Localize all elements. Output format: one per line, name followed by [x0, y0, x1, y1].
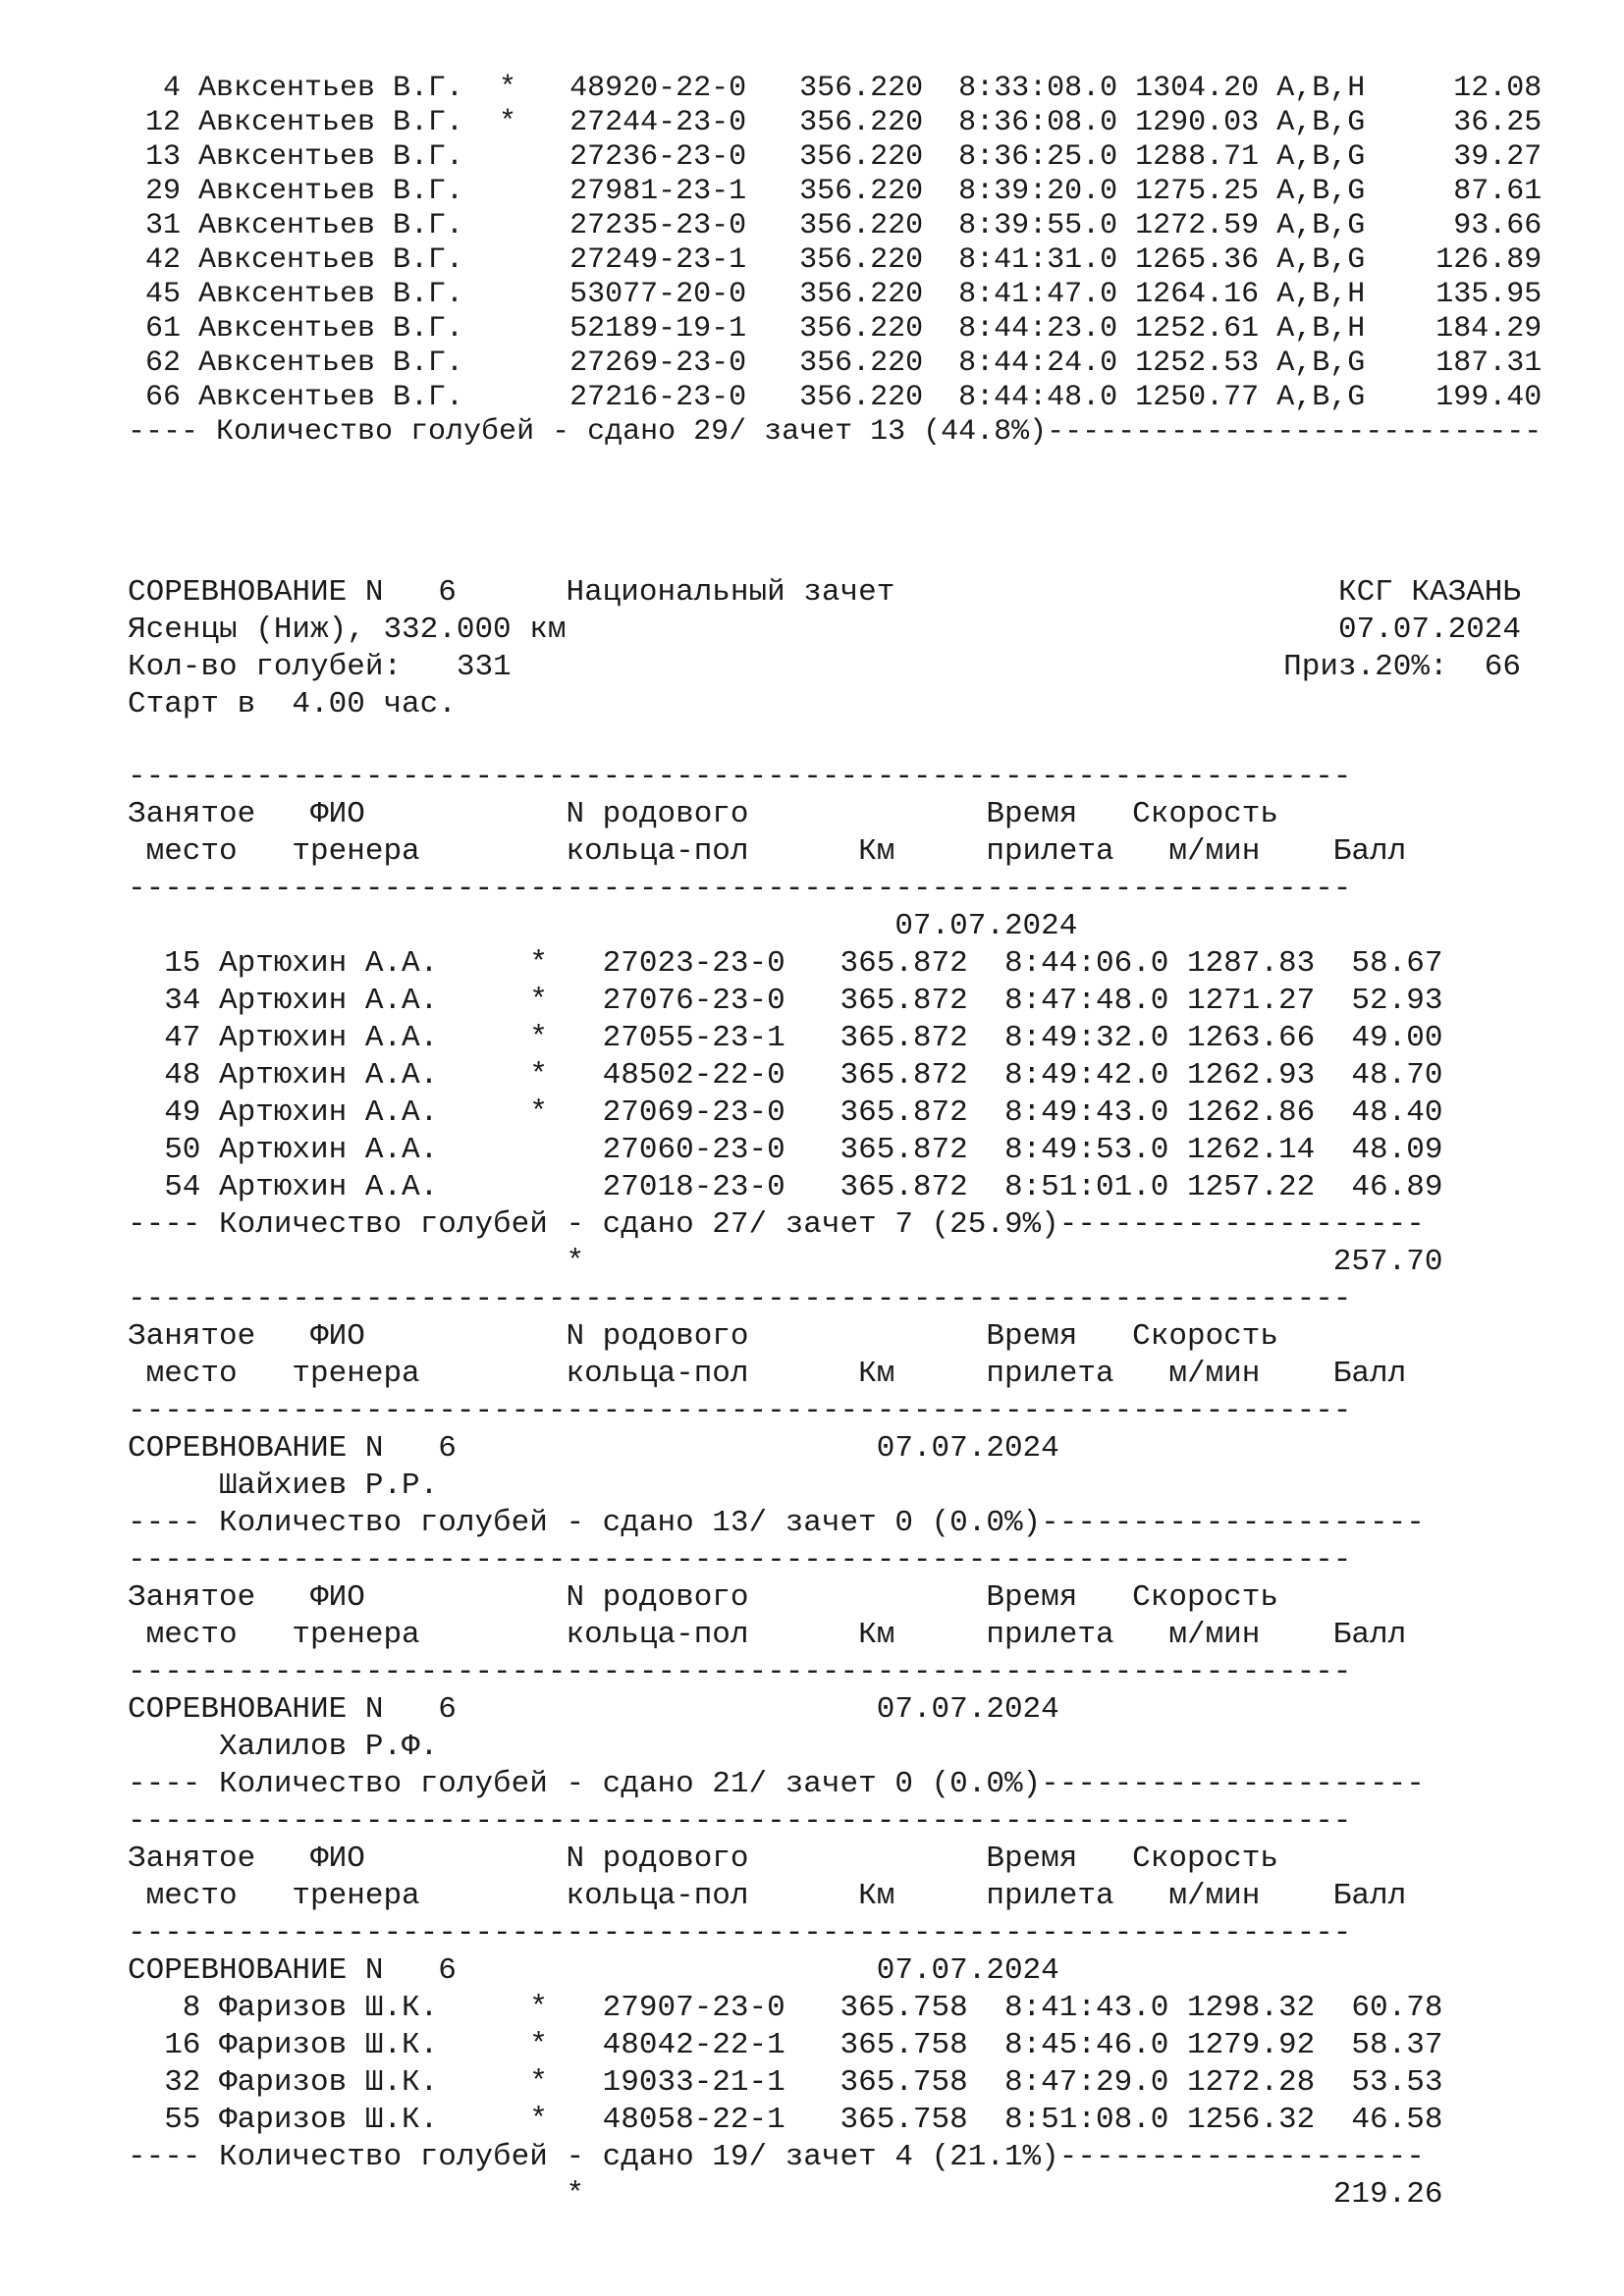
result-row: 29 Авксентьев В.Г. 27981-23-1 356.220 8:39:20.0 1275.25 A,B,G 87.61	[128, 175, 1543, 208]
result-row: 15 Артюхин А.А. * 27023-23-0 365.872 8:44:06.0 1287.83 58.67	[128, 946, 1443, 981]
section-title: СОРЕВНОВАНИЕ N 6 07.07.2024	[128, 1953, 1059, 1988]
trainer-name: Халилов Р.Ф.	[128, 1730, 439, 1764]
prize-info: Приз.20%: 66	[1283, 650, 1521, 684]
table-header-line2: место тренера кольца-пол Км прилета м/мин Балл	[128, 1357, 1407, 1391]
club-name: КСГ КАЗАНЬ	[1337, 575, 1521, 610]
table-header-line2: место тренера кольца-пол Км прилета м/мин Балл	[128, 1879, 1407, 1913]
total-line: * 219.26	[128, 2177, 1443, 2212]
divider: -------------------------------------------------------------------	[128, 760, 1352, 794]
release-point: Ясенцы (Ниж), 332.000 км	[128, 613, 567, 647]
result-row: 13 Авксентьев В.Г. 27236-23-0 356.220 8:36:25.0 1288.71 A,B,G 39.27	[128, 140, 1543, 174]
table-header-line2: место тренера кольца-пол Км прилета м/мин Балл	[128, 1618, 1407, 1652]
summary-line: ---- Количество голубей - сдано 29/ зачет 13 (44.8%)----------------------------	[128, 415, 1543, 449]
summary-line: ---- Количество голубей - сдано 19/ зачет 4 (21.1%)--------------------	[128, 2140, 1425, 2174]
section-date: 07.07.2024	[128, 909, 1078, 943]
divider: -------------------------------------------------------------------	[128, 1282, 1352, 1316]
result-row: 8 Фаризов Ш.К. * 27907-23-0 365.758 8:41:43.0 1298.32 60.78	[128, 1991, 1443, 2025]
divider: -------------------------------------------------------------------	[128, 1655, 1352, 1689]
start-time: Старт в 4.00 час.	[128, 687, 457, 721]
result-row: 42 Авксентьев В.Г. 27249-23-1 356.220 8:41:31.0 1265.36 A,B,G 126.89	[128, 243, 1543, 277]
summary-line: ---- Количество голубей - сдано 21/ зачет 0 (0.0%)---------------------	[128, 1767, 1425, 1801]
divider: -------------------------------------------------------------------	[128, 1394, 1352, 1428]
result-row: 47 Артюхин А.А. * 27055-23-1 365.872 8:49:32.0 1263.66 49.00	[128, 1021, 1443, 1055]
result-row: 16 Фаризов Ш.К. * 48042-22-1 365.758 8:45:46.0 1279.92 58.37	[128, 2028, 1443, 2062]
result-row: 4 Авксентьев В.Г. * 48920-22-0 356.220 8:33:08.0 1304.20 A,B,H 12.08	[128, 72, 1543, 105]
result-row: 62 Авксентьев В.Г. 27269-23-0 356.220 8:44:24.0 1252.53 A,B,G 187.31	[128, 347, 1543, 380]
result-row: 32 Фаризов Ш.К. * 19033-21-1 365.758 8:47:29.0 1272.28 53.53	[128, 2065, 1443, 2100]
result-row: 54 Артюхин А.А. 27018-23-0 365.872 8:51:01.0 1257.22 46.89	[128, 1170, 1443, 1204]
section-title: СОРЕВНОВАНИЕ N 6 07.07.2024	[128, 1692, 1059, 1727]
summary-line: ---- Количество голубей - сдано 13/ зачет 0 (0.0%)---------------------	[128, 1506, 1425, 1540]
divider: -------------------------------------------------------------------	[128, 1916, 1352, 1950]
result-row: 50 Артюхин А.А. 27060-23-0 365.872 8:49:53.0 1262.14 48.09	[128, 1133, 1443, 1167]
divider: -------------------------------------------------------------------	[128, 1804, 1352, 1839]
result-row: 34 Артюхин А.А. * 27076-23-0 365.872 8:47:48.0 1271.27 52.93	[128, 984, 1443, 1018]
table-header-line1: Занятое ФИО N родового Время Скорость	[128, 797, 1278, 831]
pigeon-count: Кол-во голубей: 331	[128, 650, 512, 684]
result-row: 48 Артюхин А.А. * 48502-22-0 365.872 8:49:42.0 1262.93 48.70	[128, 1058, 1443, 1093]
summary-line: ---- Количество голубей - сдано 27/ зачет 7 (25.9%)--------------------	[128, 1207, 1425, 1242]
section-title: СОРЕВНОВАНИЕ N 6 07.07.2024	[128, 1431, 1059, 1466]
result-row: 61 Авксентьев В.Г. 52189-19-1 356.220 8:44:23.0 1252.61 A,B,H 184.29	[128, 312, 1543, 346]
result-row: 45 Авксентьев В.Г. 53077-20-0 356.220 8:41:47.0 1264.16 A,B,H 135.95	[128, 278, 1543, 311]
divider: -------------------------------------------------------------------	[128, 1543, 1352, 1577]
table-header-line1: Занятое ФИО N родового Время Скорость	[128, 1580, 1278, 1615]
table-header-line1: Занятое ФИО N родового Время Скорость	[128, 1319, 1278, 1354]
competition-date: 07.07.2024	[1337, 613, 1521, 647]
total-line: * 257.70	[128, 1245, 1443, 1279]
trainer-name: Шайхиев Р.Р.	[128, 1468, 439, 1503]
table-header-line2: место тренера кольца-пол Км прилета м/мин Балл	[128, 834, 1407, 869]
result-row: 31 Авксентьев В.Г. 27235-23-0 356.220 8:39:55.0 1272.59 A,B,G 93.66	[128, 209, 1543, 242]
table-header-line1: Занятое ФИО N родового Время Скорость	[128, 1842, 1278, 1876]
result-row: 49 Артюхин А.А. * 27069-23-0 365.872 8:49:43.0 1262.86 48.40	[128, 1095, 1443, 1130]
result-row: 12 Авксентьев В.Г. * 27244-23-0 356.220 8:36:08.0 1290.03 A,B,G 36.25	[128, 106, 1543, 139]
result-row: 66 Авксентьев В.Г. 27216-23-0 356.220 8:44:48.0 1250.77 A,B,G 199.40	[128, 381, 1543, 414]
result-row: 55 Фаризов Ш.К. * 48058-22-1 365.758 8:51:08.0 1256.32 46.58	[128, 2103, 1443, 2137]
divider: -------------------------------------------------------------------	[128, 872, 1352, 906]
competition-title: СОРЕВНОВАНИЕ N 6 Национальный зачет	[128, 575, 895, 610]
